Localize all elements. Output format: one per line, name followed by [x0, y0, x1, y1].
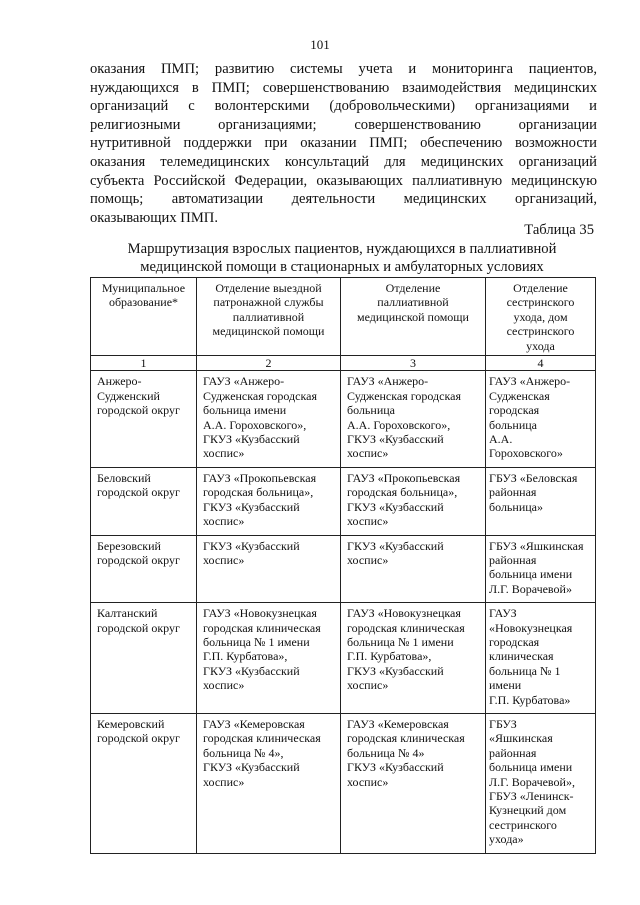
- table-header-row: [91, 278, 596, 356]
- cell-outreach: ГАУЗ «Анжеро- Судженская городская больница имени А.А. Гороховского», ГКУЗ «Кузбасский хоспис»: [197, 371, 341, 467]
- column-number: 4: [486, 356, 596, 371]
- paragraph-line: организаций с волонтерскими (добровольческими) организациями и: [90, 98, 597, 115]
- cell-nursing: ГАУЗ «Анжеро- Судженская городская больница А.А. Гороховского»: [486, 371, 596, 467]
- paragraph-line: субъекта Российской Федерации, оказывающих паллиативную медицинскую: [90, 172, 597, 189]
- cell-municipality: Анжеро- Судженский городской округ: [91, 371, 197, 467]
- table-title-line: Маршрутизация взрослых пациентов, нуждающихся в паллиативной: [127, 241, 557, 257]
- cell-municipality: Березовский городской округ: [91, 535, 197, 603]
- column-number: 1: [91, 356, 197, 371]
- cell-outreach: ГАУЗ «Кемеровская городская клиническая больница № 4», ГКУЗ «Кузбасский хоспис»: [197, 713, 341, 853]
- cell-nursing: ГБУЗ «Беловская районная больница»: [486, 467, 596, 535]
- cell-municipality: Кемеровский городской округ: [91, 713, 197, 853]
- paragraph-line: оказания телемедицинских консультаций для медицинских организаций: [90, 153, 597, 170]
- routing-table: [90, 277, 596, 854]
- table-row: [91, 535, 596, 603]
- paragraph-line: оказания ПМП; развитию системы учета и мониторинга пациентов,: [90, 61, 597, 77]
- cell-nursing: ГБУЗ «Яшкинская районная больница имени Л.Г. Ворачевой», ГБУЗ «Ленинск- Кузнецкий дом сестринского ухода»: [486, 713, 596, 853]
- header-palliative-department: Отделение паллиативной медицинской помощи: [341, 278, 486, 356]
- table-row: [91, 467, 596, 535]
- header-municipality: Муниципальное образование*: [91, 278, 197, 356]
- cell-nursing: ГАУЗ «Новокузнецкая городская клиническая больница № 1 имени Г.П. Курбатова»: [486, 603, 596, 714]
- page-number: 101: [310, 37, 330, 52]
- cell-palliative: ГАУЗ «Прокопьевская городская больница», ГКУЗ «Кузбасский хоспис»: [341, 467, 486, 535]
- table-label: Таблица 35: [524, 222, 594, 238]
- body-paragraph: [90, 60, 597, 227]
- paragraph-line: помощь; автоматизации деятельности медицинских организаций,: [90, 191, 597, 208]
- paragraph-line: нутритивной поддержки при оказании ПМП; обеспечению возможности: [90, 135, 597, 152]
- cell-outreach: ГАУЗ «Прокопьевская городская больница», ГКУЗ «Кузбасский хоспис»: [197, 467, 341, 535]
- cell-municipality: Калтанский городской округ: [91, 603, 197, 714]
- paragraph-line: религиозными организациями; совершенствованию организации: [90, 116, 597, 133]
- table-row: [91, 603, 596, 714]
- cell-outreach: ГКУЗ «Кузбасский хоспис»: [197, 535, 341, 603]
- column-number: 3: [341, 356, 486, 371]
- table-title: [90, 240, 594, 276]
- cell-nursing: ГБУЗ «Яшкинская районная больница имени Л.Г. Ворачевой»: [486, 535, 596, 603]
- paragraph-line: оказывающих ПМП.: [90, 209, 218, 226]
- cell-palliative: ГАУЗ «Новокузнецкая городская клиническая больница № 1 имени Г.П. Курбатова», ГКУЗ «Кузбасский хоспис»: [341, 603, 486, 714]
- cell-outreach: ГАУЗ «Новокузнецкая городская клиническая больница № 1 имени Г.П. Курбатова», ГКУЗ «Кузбасский хоспис»: [197, 603, 341, 714]
- table-row: [91, 713, 596, 853]
- header-nursing-care: Отделение сестринского ухода, дом сестринского ухода: [486, 278, 596, 356]
- cell-palliative: ГКУЗ «Кузбасский хоспис»: [341, 535, 486, 603]
- table-row: [91, 371, 596, 467]
- cell-municipality: Беловский городской округ: [91, 467, 197, 535]
- column-number-row: [91, 356, 596, 371]
- table-title-line: медицинской помощи в стационарных и амбулаторных условиях: [140, 259, 544, 275]
- paragraph-line: нуждающихся в ПМП; совершенствованию взаимодействия медицинских: [90, 79, 597, 96]
- cell-palliative: ГАУЗ «Анжеро- Судженская городская больница А.А. Гороховского», ГКУЗ «Кузбасский хоспис»: [341, 371, 486, 467]
- column-number: 2: [197, 356, 341, 371]
- cell-palliative: ГАУЗ «Кемеровская городская клиническая больница № 4» ГКУЗ «Кузбасский хоспис»: [341, 713, 486, 853]
- header-outreach-service: Отделение выездной патронажной службы паллиативной медицинской помощи: [197, 278, 341, 356]
